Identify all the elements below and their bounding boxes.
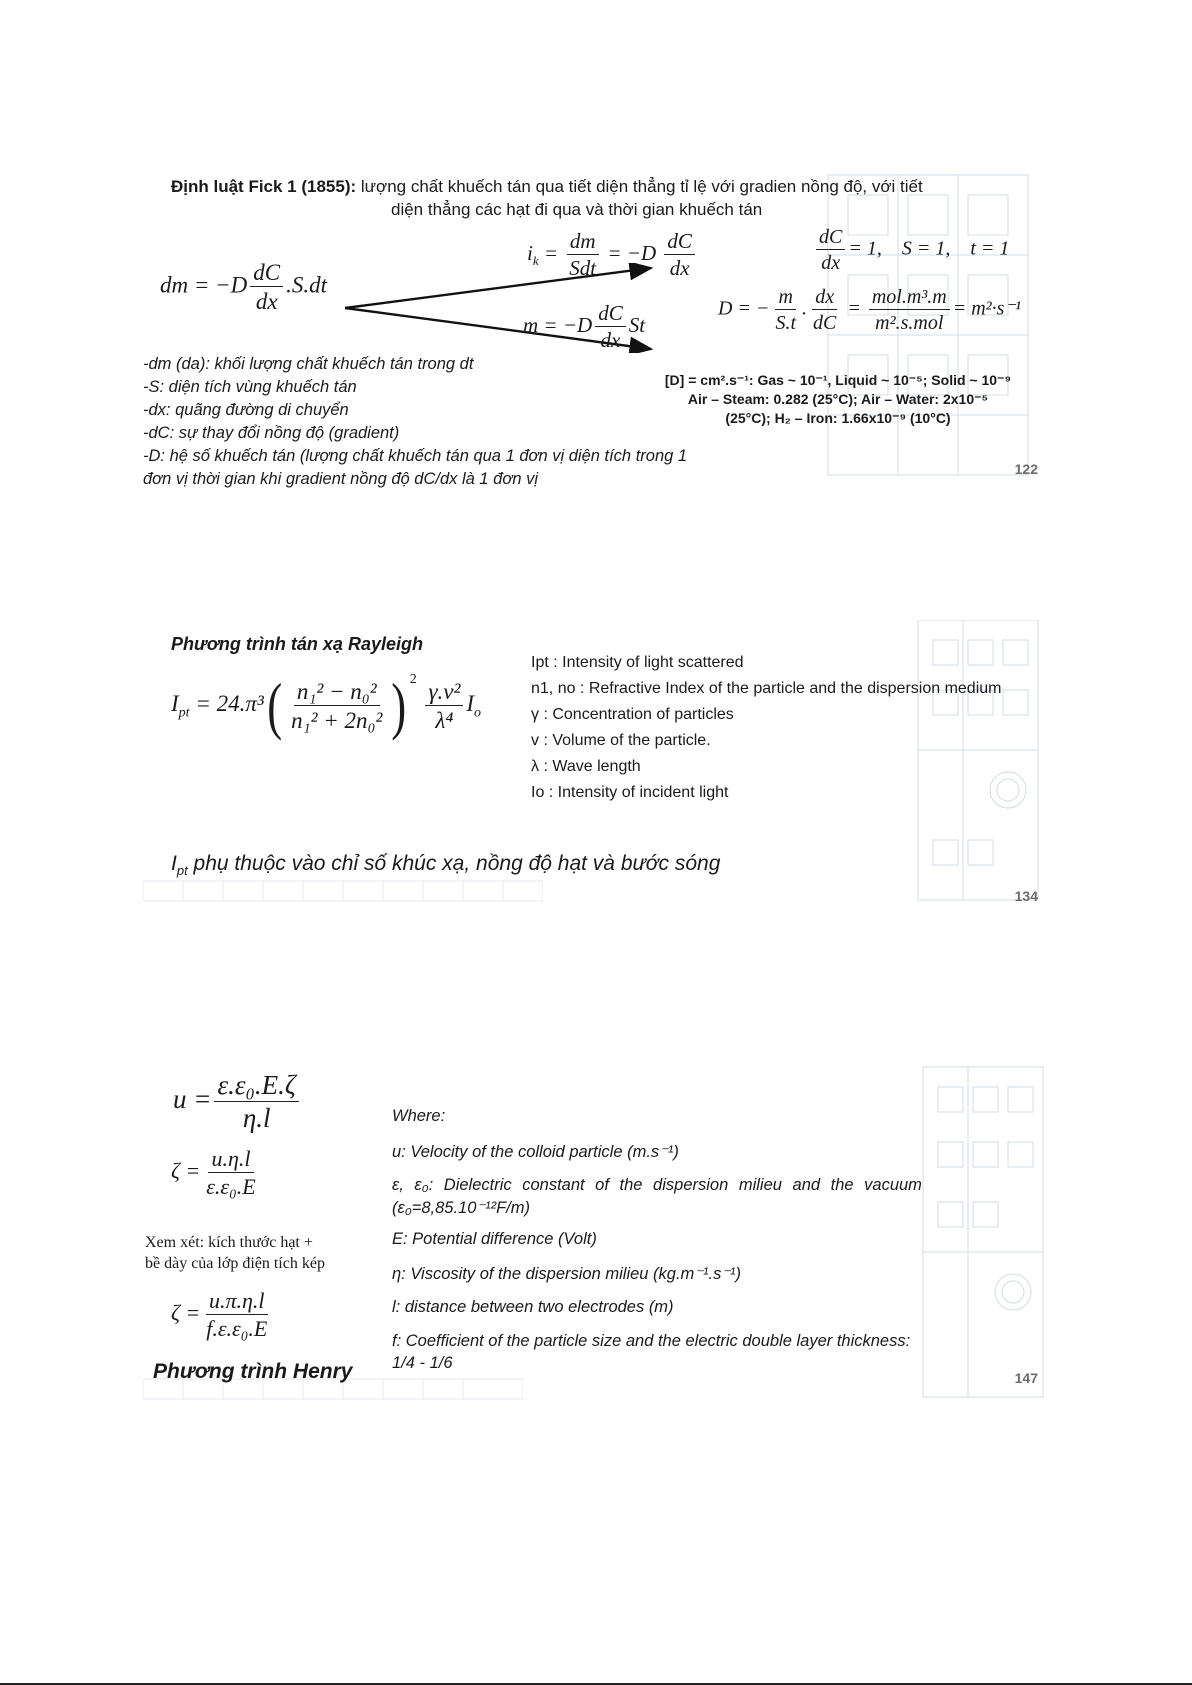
condition-equation [813, 227, 1009, 273]
legend-item: n1, no : Refractive Index of the particle and the dispersion medium [531, 680, 1002, 697]
D-equation: D = − $\frac{m}{S.t}$ . $\frac{dx}{dC}$ = $\frac{\text{mol.m³.m}}{\text{m².s.mol}}$ = m²·s⁻¹ [718, 286, 1022, 334]
fick-title [171, 175, 1041, 221]
conclusion-sub: pt [176, 863, 188, 879]
main-eq-num: dC [250, 261, 283, 287]
henry-label: Phương trình Henry [153, 1360, 353, 1383]
zeta1-num: u.η.l [208, 1148, 253, 1173]
diffusion-values [633, 371, 1043, 428]
rayleigh-title: Phương trình tán xạ Rayleigh [171, 634, 423, 654]
definition-item: -dm (da): khối lượng chất khuếch tán trong dt [143, 355, 474, 373]
D-tail: = m²·s⁻¹ [952, 297, 1022, 320]
ray-power: 2 [409, 672, 417, 687]
velocity-equation [173, 1072, 302, 1132]
u-num: ε.ε₀.E.ζ [214, 1072, 298, 1102]
rayleigh-conclusion [171, 852, 720, 878]
D-den1: S.t [775, 312, 796, 334]
definition-item: đơn vị thời gian khi gradient nồng độ dC/dx là 1 đơn vị [143, 470, 538, 488]
definition-item: -D: hệ số khuếch tán (lượng chất khuếch tán qua 1 đơn vị diện tích trong 1 [143, 447, 688, 465]
ray-lhs: I [171, 691, 179, 716]
ray-tail: I [466, 691, 475, 716]
zeta2-num: u.π.η.l [206, 1290, 268, 1315]
definition-item: -dx: quãng đường di chuyển [143, 401, 349, 419]
where-item: l: distance between two electrodes (m) [392, 1298, 674, 1316]
where-title: Where: [392, 1107, 446, 1125]
page-number: 147 [1014, 1370, 1038, 1386]
right-paren: ) [391, 669, 407, 741]
ray-num2: γ.v² [425, 680, 463, 706]
main-eq-lhs: dm = −D [160, 272, 248, 298]
zeta-henry-equation [171, 1290, 273, 1340]
u-den: η.l [242, 1103, 271, 1133]
note-line: bề dày của lớp điện tích kép [145, 1255, 325, 1272]
ik-den1: Sdt [569, 256, 597, 280]
background-grid-pattern [918, 1062, 1048, 1402]
conclusion-text: phụ thuộc vào chỉ số khúc xạ, nồng độ hạt và bước sóng [187, 852, 721, 875]
fick-main-equation [160, 261, 327, 313]
page-number: 122 [1014, 461, 1038, 477]
ik-num1: dm [567, 231, 599, 255]
D-den3: m².s.mol [875, 312, 944, 334]
ik-num2: dC [664, 231, 695, 255]
where-item: f: Coefficient of the particle size and the electric double layer thickness: [392, 1332, 911, 1350]
note-line: Xem xét: kích thước hạt + [145, 1234, 313, 1251]
cond-den: dx [821, 252, 841, 274]
ray-den1: n₁² + 2n₀² [291, 707, 383, 733]
ik-den2: dx [669, 256, 690, 280]
zeta2-lhs: ζ = [171, 1300, 201, 1326]
ik-eq-sign: = [543, 240, 559, 265]
where-item: ε, ε₀: Dielectric constant of the dispersion milieu and the vacuum [392, 1176, 922, 1194]
cond-num: dC [816, 227, 845, 250]
fick-title-text-line2: diện thẳng các hạt đi qua và thời gian khuếch tán [391, 200, 763, 219]
ray-tail-sub: o [474, 705, 482, 721]
D-num3: mol.m³.m [869, 287, 950, 310]
ik-lhs: i [527, 240, 533, 265]
left-paren: ( [266, 669, 282, 741]
ik-mid: = −D [607, 240, 657, 265]
where-item: (ε₀=8,85.10⁻¹²F/m) [392, 1199, 530, 1217]
D-num2: dx [812, 287, 837, 310]
cond-tail: = 1, S = 1, t = 1 [848, 237, 1010, 260]
d-value-line: [D] = cm².s⁻¹: Gas ~ 10⁻¹, Liquid ~ 10⁻⁵; Solid ~ 10⁻⁹ [664, 372, 1012, 388]
where-item: u: Velocity of the colloid particle (m.s⁻¹) [392, 1143, 679, 1161]
m-equation [523, 303, 645, 351]
d-value-line: Air – Steam: 0.282 (25°C); Air – Water: 2x10⁻⁵ [687, 391, 989, 407]
main-eq-tail: .S.dt [286, 272, 327, 298]
slide-henry [143, 1062, 1048, 1402]
u-lhs: u = [173, 1084, 212, 1115]
where-item: E: Potential difference (Volt) [392, 1230, 597, 1248]
zeta2-den: f.ε.ε₀.E [206, 1316, 268, 1341]
legend-item: Io : Intensity of incident light [531, 784, 729, 801]
zeta1-lhs: ζ = [171, 1158, 201, 1184]
legend-item: v : Volume of the particle. [531, 732, 711, 749]
main-eq-den: dx [255, 289, 278, 314]
ray-den2: λ⁴ [435, 707, 454, 733]
D-den2: dC [813, 312, 837, 334]
zeta-equation [171, 1148, 262, 1198]
m-eq-lhs: m = −D [523, 312, 593, 337]
zeta1-den: ε.ε₀.E [206, 1174, 256, 1199]
background-strip-pattern [143, 878, 543, 904]
legend-item: Ipt : Intensity of light scattered [531, 654, 744, 671]
slide-rayleigh [143, 620, 1048, 905]
page-number: 134 [1014, 888, 1038, 904]
ray-num1: n₁² − n₀² [294, 680, 380, 706]
ray-coef: = 24.π³ [195, 691, 264, 716]
d-value-line: (25°C); H₂ – Iron: 1.66x10⁻⁹ (10°C) [725, 410, 951, 426]
m-eq-tail: St [628, 312, 646, 337]
D-num1: m [775, 287, 795, 310]
ik-sub: k [532, 253, 539, 268]
fick-title-bold: Định luật Fick 1 (1855): [171, 177, 357, 196]
m-eq-den: dx [600, 328, 621, 352]
ray-lhs-sub: pt [178, 705, 190, 721]
note-text [145, 1232, 325, 1274]
D-lhs: D = − [718, 297, 770, 320]
definition-item: -S: diện tích vùng khuếch tán [143, 378, 357, 396]
ik-equation [527, 231, 698, 279]
fick-title-text: lượng chất khuếch tán qua tiết diện thẳng tỉ lệ với gradien nồng độ, với tiết [356, 177, 923, 196]
legend-item: γ : Concentration of particles [531, 706, 734, 723]
m-eq-num: dC [595, 303, 626, 327]
rayleigh-equation [171, 669, 482, 741]
definition-item: -dC: sự thay đổi nồng độ (gradient) [143, 424, 400, 442]
where-item: 1/4 - 1/6 [392, 1354, 453, 1372]
conclusion-prefix: I [171, 852, 177, 875]
where-item: η: Viscosity of the dispersion milieu (kg.m⁻¹.s⁻¹) [392, 1265, 742, 1283]
background-grid-pattern [908, 620, 1048, 905]
legend-item: λ : Wave length [531, 758, 641, 775]
slide-fick-law [143, 165, 1048, 495]
